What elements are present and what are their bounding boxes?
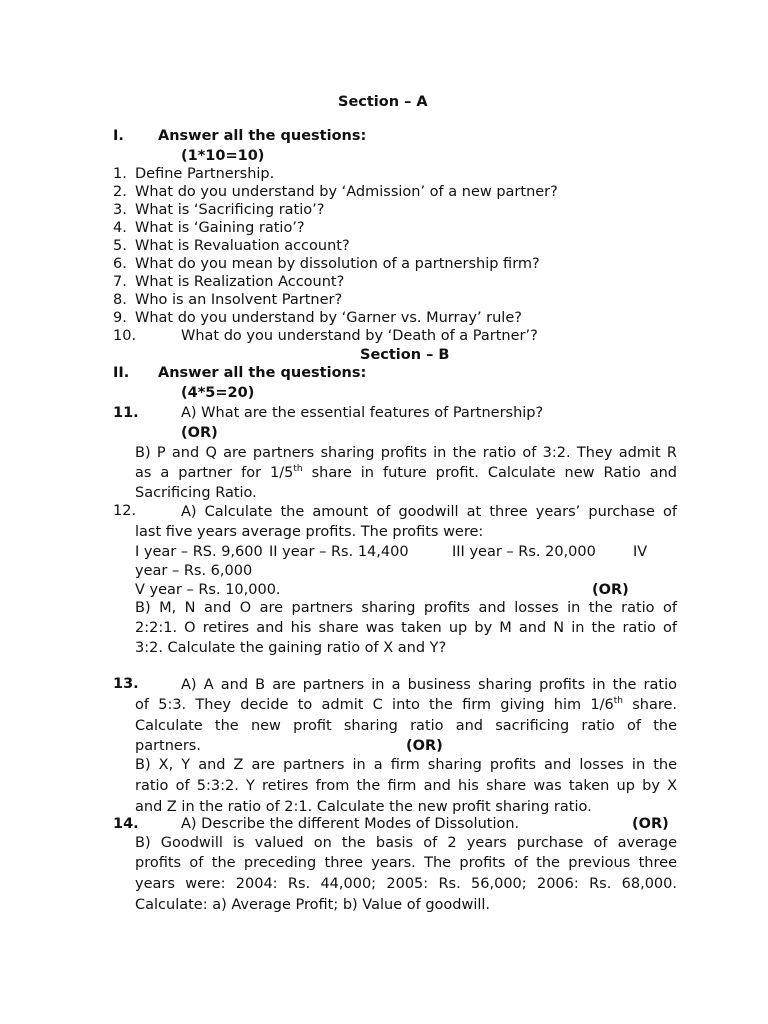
question-number: 3. [113, 202, 127, 218]
q13-option-a-line [135, 695, 677, 715]
question-number: 7. [113, 274, 127, 290]
question-number: 1. [113, 166, 127, 182]
section-b-instruction: Answer all the questions: [158, 365, 367, 381]
question-item [113, 237, 558, 255]
section-a-question-list [113, 165, 558, 345]
q14-option-b-line: profits of the preceding three years. The profits of the previous three [135, 855, 677, 871]
q11-option-b-line [135, 463, 677, 483]
question-item [113, 273, 558, 291]
q12-profit-2: II year – Rs. 14,400 [269, 544, 409, 560]
q14-or-label: (OR) [632, 816, 669, 832]
question-item [113, 291, 558, 309]
question-item [113, 183, 558, 201]
q12-profit-4: IV [633, 544, 648, 560]
q13-or-label: (OR) [406, 738, 443, 754]
question-item [113, 255, 558, 273]
q12-option-b-line: 3:2. Calculate the gaining ratio of X and Y? [135, 640, 447, 656]
question-item [113, 165, 558, 183]
section-a-roman: I. [113, 128, 124, 144]
q11-option-a: A) What are the essential features of Partnership? [181, 405, 544, 421]
section-b-title: Section – B [360, 347, 450, 363]
question-number: 9. [113, 310, 127, 326]
question-text: What do you understand by ‘Death of a Partner’? [181, 328, 538, 344]
question-text: What is ‘Gaining ratio’? [135, 220, 305, 236]
q13-a-text: share. [622, 697, 677, 713]
q12-option-b-line: B) M, N and O are partners sharing profits and losses in the ratio of [135, 600, 677, 616]
q11-b-text: share in future profit. Calculate new Ratio and [302, 465, 677, 481]
q12-option-b-line: 2:2:1. O retires and his share was taken up by M and N in the ratio of [135, 620, 677, 636]
question-number: 4. [113, 220, 127, 236]
section-b-roman: II. [113, 365, 130, 381]
q13-option-b-line: and Z in the ratio of 2:1. Calculate the new profit sharing ratio. [135, 799, 592, 815]
section-a-marks: (1*10=10) [181, 148, 265, 164]
q12-option-a-line: last five years average profits. The profits were: [135, 524, 484, 540]
q13-a-text: of 5:3. They decide to admit C into the firm giving him 1/6 [135, 697, 614, 713]
q12-profit-1: I year – RS. 9,600 [135, 544, 263, 560]
section-b-marks: (4*5=20) [181, 385, 255, 401]
question-text: What do you understand by ‘Admission’ of a new partner? [135, 184, 558, 200]
q12-profit-3: III year – Rs. 20,000 [452, 544, 596, 560]
question-text: What is Revaluation account? [135, 238, 350, 254]
q12-profit-4-cont: year – Rs. 6,000 [135, 563, 253, 579]
question-number: 6. [113, 256, 127, 272]
question-item [113, 327, 558, 345]
question-text: Define Partnership. [135, 166, 275, 182]
q13-option-b-line: ratio of 5:3:2. Y retires from the firm and his share was taken up by X [135, 778, 677, 794]
q14-option-a: A) Describe the different Modes of Dissolution. [181, 816, 520, 832]
question-text: Who is an Insolvent Partner? [135, 292, 343, 308]
question-text: What do you understand by ‘Garner vs. Murray’ rule? [135, 310, 522, 326]
q11-or-label: (OR) [181, 425, 218, 441]
question-item [113, 309, 558, 327]
q11-b-text: as a partner for 1/5 [135, 465, 294, 481]
q14-option-b-line: B) Goodwill is valued on the basis of 2 years purchase of average [135, 835, 677, 851]
q12-or-label: (OR) [592, 582, 629, 598]
q13-number: 13. [113, 676, 139, 692]
question-text: What is ‘Sacrificing ratio’? [135, 202, 325, 218]
question-text: What is Realization Account? [135, 274, 345, 290]
q12-profit-5: V year – Rs. 10,000. [135, 582, 281, 598]
q11-number: 11. [113, 405, 139, 421]
question-number: 5. [113, 238, 127, 254]
q13-a-superscript: th [613, 696, 623, 707]
question-item [113, 219, 558, 237]
q11-option-b-line: B) P and Q are partners sharing profits in the ratio of 3:2. They admit R [135, 445, 677, 461]
q11-b-superscript: th [293, 464, 303, 475]
q11-option-b-line: Sacrificing Ratio. [135, 485, 257, 501]
q14-option-b-line: years were: 2004: Rs. 44,000; 2005: Rs. 56,000; 2006: Rs. 68,000. [135, 876, 677, 892]
q14-number: 14. [113, 816, 139, 832]
q12-number: 12. [113, 503, 137, 519]
question-number: 10. [113, 328, 137, 344]
q13-option-b-line: B) X, Y and Z are partners in a firm sharing profits and losses in the [135, 757, 677, 773]
q14-option-b-line: Calculate: a) Average Profit; b) Value of goodwill. [135, 897, 491, 913]
section-a-title: Section – A [338, 94, 428, 110]
q12-option-a-line: A) Calculate the amount of goodwill at three years’ purchase of [181, 504, 677, 520]
question-number: 8. [113, 292, 127, 308]
section-a-instruction: Answer all the questions: [158, 128, 367, 144]
question-text: What do you mean by dissolution of a partnership firm? [135, 256, 540, 272]
q13-option-a-line: partners. [135, 738, 201, 754]
question-number: 2. [113, 184, 127, 200]
question-item [113, 201, 558, 219]
q13-option-a-line: A) A and B are partners in a business sharing profits in the ratio [181, 677, 677, 693]
q13-option-a-line: Calculate the new profit sharing ratio and sacrificing ratio of the [135, 718, 677, 734]
